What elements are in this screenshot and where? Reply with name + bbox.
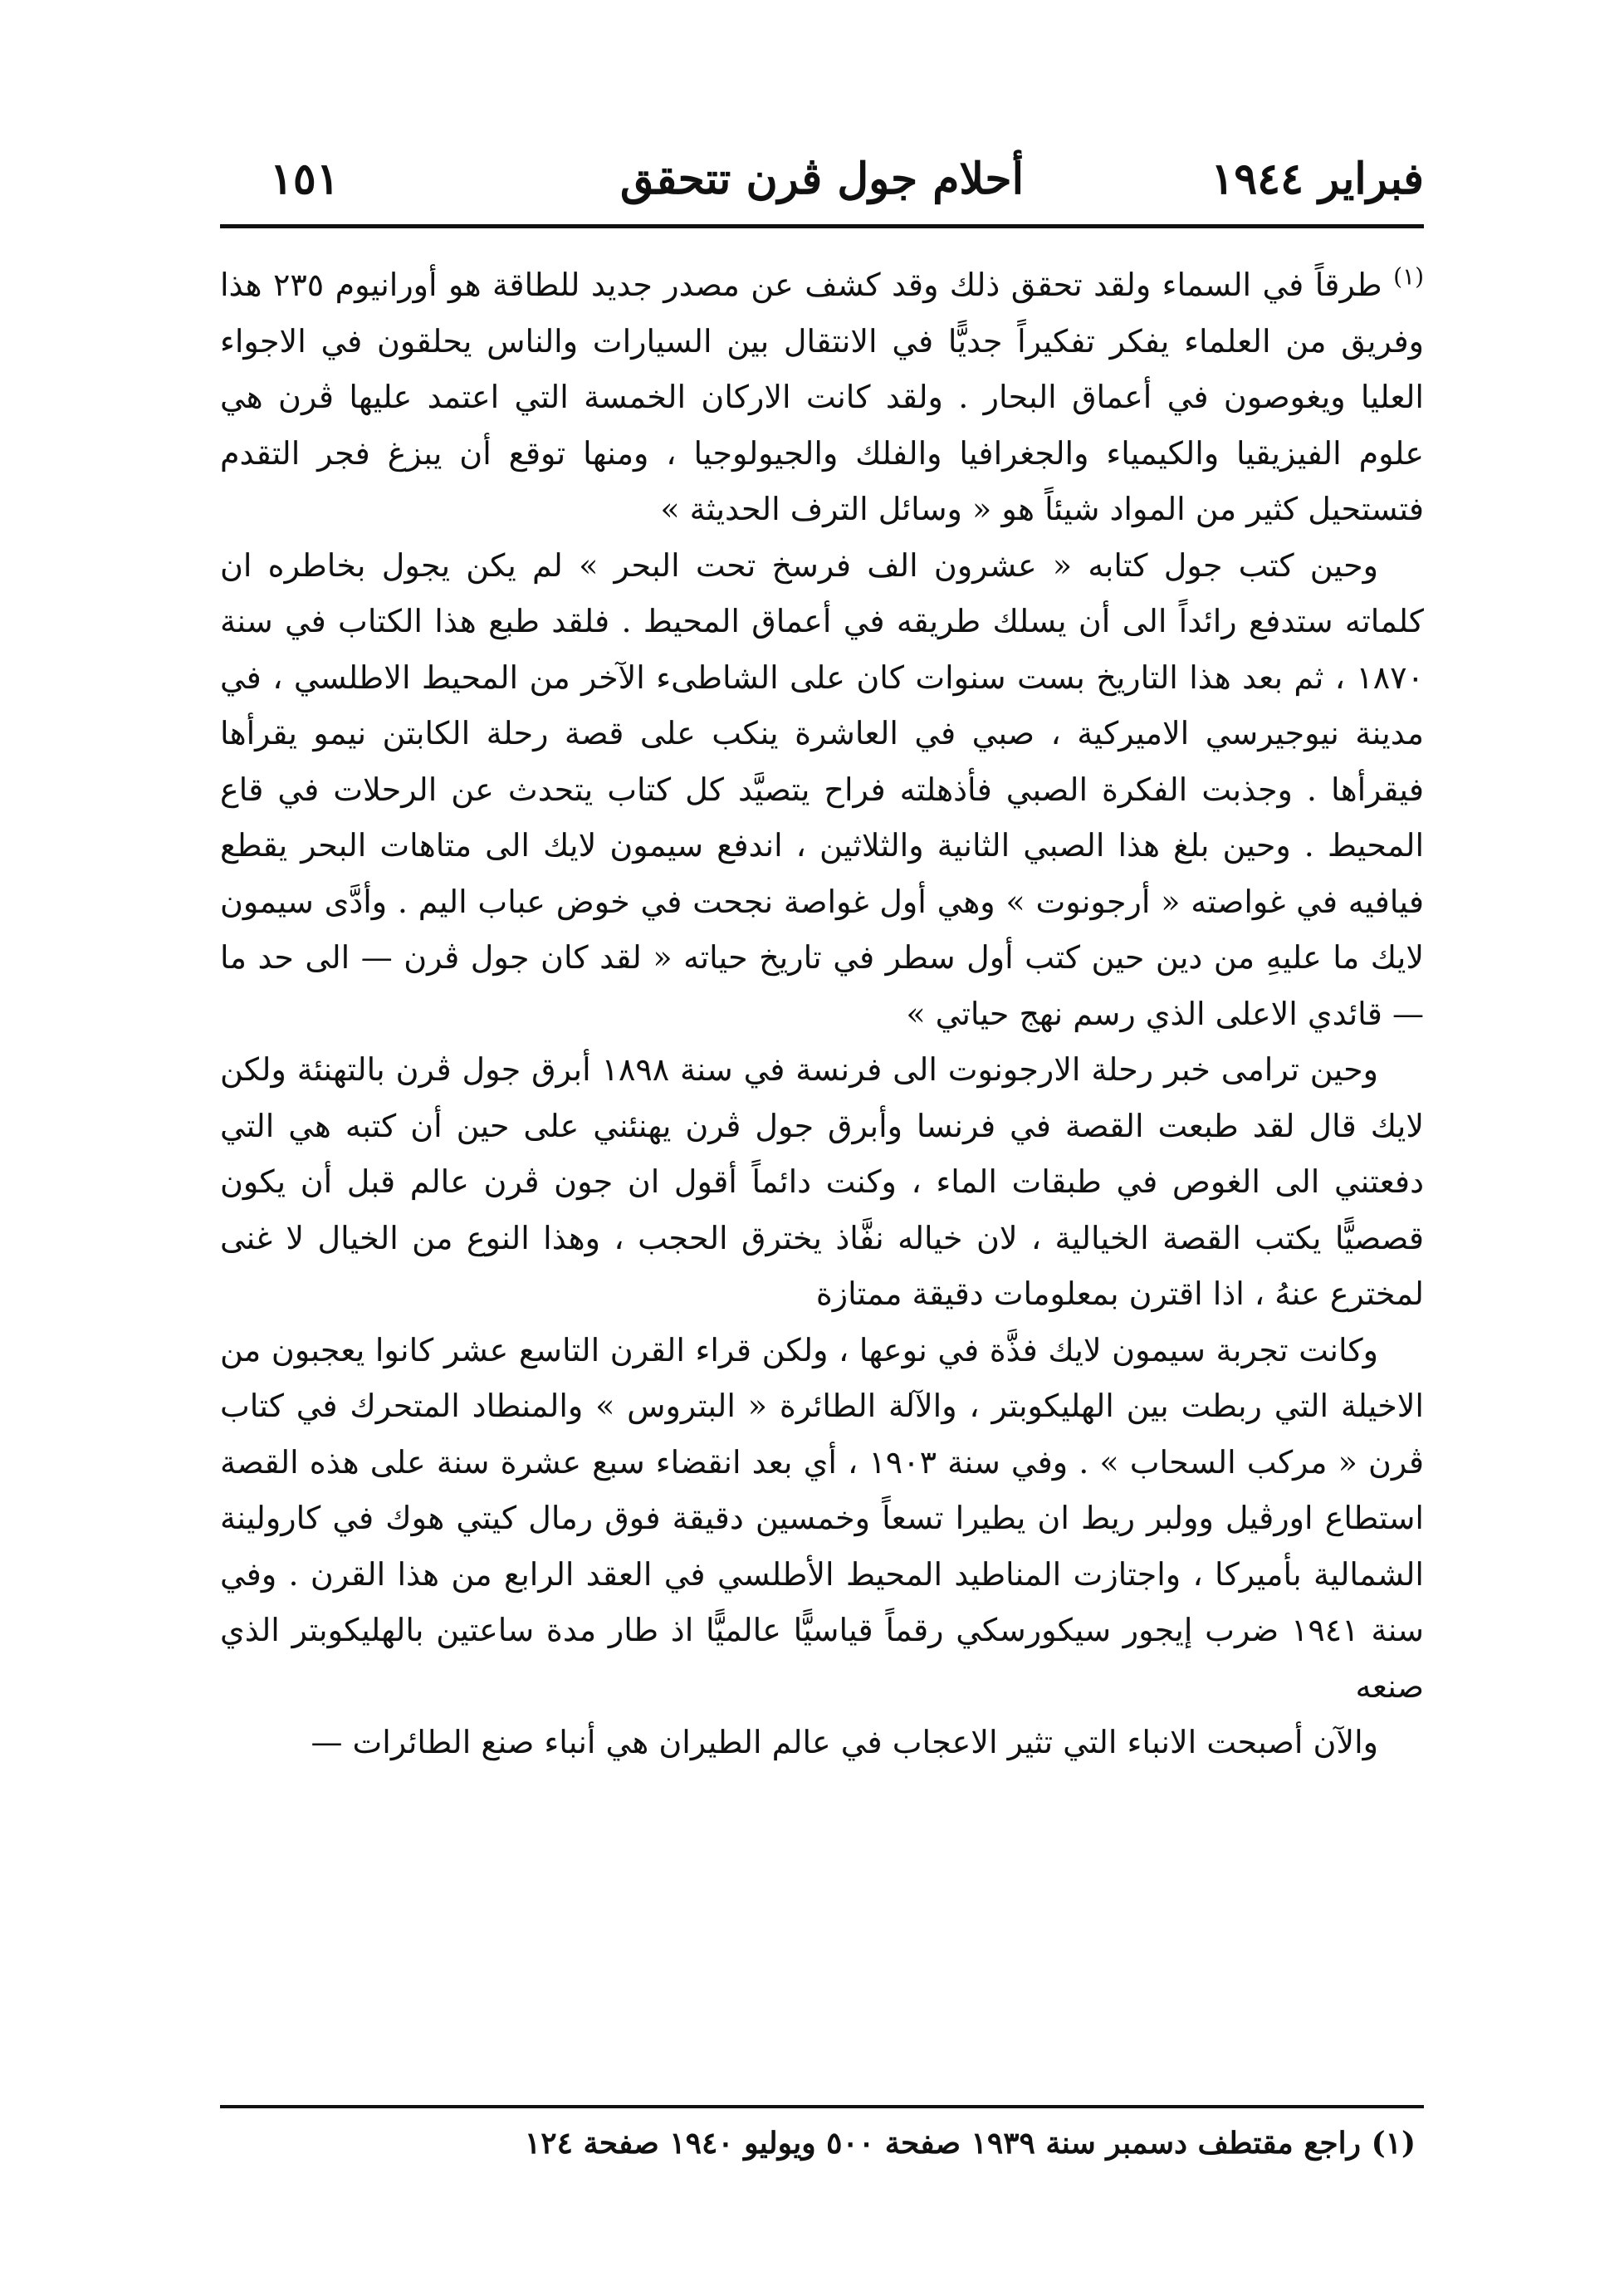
header-title: أحلام جول ڤرن تتحقق	[619, 154, 1025, 204]
page-number: ١٥١	[270, 154, 340, 204]
paragraph-3: وحين ترامى خبر رحلة الارجونوت الى فرنسة في سنة ١٨٩٨ أبرق جول ڤرن بالتهنئة ولكن لايك قال لقد طبعت القصة في فرنسا وأبرق جول ڤرن يهنئني على حين أن كتبه هي التي دفعتني الى الغوص في طبقات الماء ، وكنت دائماً أقول ان جون ڤرن عالم قبل أن يكون قصصيًّا يكتب القصة الخيالية ، لان خياله نفَّاذ يخترق الحجب ، وهذا النوع من الخيال لا غنى لمخترع عنهُ ، اذا اقترن بمعلومات دقيقة ممتازة	[220, 1051, 1424, 1312]
paragraph-text: طرقاً في السماء ولقد تحقق ذلك وقد كشف عن مصدر جديد للطاقة هو أورانيوم ٢٣٥ هذا وفريق من العلماء يفكر تفكيراً جديًّا في الانتقال بين السيارات والناس يحلقون في الاجواء العليا ويغوصون في أعماق البحار . ولقد كانت الاركان الخمسة التي اعتمد عليها ڤرن هي علوم الفيزيقيا والكيمياء والجغرافيا والفلك والجيولوجيا ، ومنها توقع أن يبزغ فجر التقدم فتستحيل كثير من المواد شيئاً هو « وسائل الترف الحديثة »	[220, 267, 1424, 527]
footnote: (١) راجع مقتطف دسمبر سنة ١٩٣٩ صفحة ٥٠٠ ويوليو ١٩٤٠ صفحة ١٢٤	[524, 2126, 1416, 2161]
paragraph-4: وكانت تجربة سيمون لايك فذَّة في نوعها ، ولكن قراء القرن التاسع عشر كانوا يعجبون من الاخيلة التي ربطت بين الهليكوبتر ، والآلة الطائرة « البتروس » والمنطاد المتحرك في كتاب ڤرن « مركب السحاب » . وفي سنة ١٩٠٣ ، أي بعد انقضاء سبع عشرة سنة على هذه القصة استطاع اورڤيل وولبر ريط ان يطيرا تسعاً وخمسين دقيقة فوق رمال كيتي هوك في كارولينة الشمالية بأميركا ، واجتازت المناطيد المحيط الأطلسي في العقد الرابع من هذا القرن . وفي سنة ١٩٤١ ضرب إيجور سيكورسكي رقماً قياسيًّا عالميًّا اذ طار مدة ساعتين بالهليكوبتر الذي صنعه	[220, 1331, 1425, 1705]
header-rule	[220, 224, 1424, 228]
article-body	[220, 257, 1424, 1771]
footnote-rule	[220, 2105, 1424, 2108]
footnote-marker: (١)	[1393, 262, 1424, 291]
paragraph-5: والآن أصبحت الانباء التي تثير الاعجاب في عالم الطيران هي أنباء صنع الطائرات —	[311, 1724, 1378, 1760]
paragraph-2: وحين كتب جول كتابه « عشرون الف فرسخ تحت البحر » لم يكن يجول بخاطره ان كلماته ستدفع رائداً الى أن يسلك طريقه في أعماق المحيط . فلقد طبع هذا الكتاب في سنة ١٨٧٠ ، ثم بعد هذا التاريخ بست سنوات كان على الشاطىء الآخر من المحيط الاطلسي ، في مدينة نيوجيرسي الاميركية ، صبي في العاشرة ينكب على قصة رحلة الكابتن نيمو يقرأها فيقرأها . وجذبت الفكرة الصبي فأذهلته فراح يتصيَّد كل كتاب يتحدث عن الرحلات في قاع المحيط . وحين بلغ هذا الصبي الثانية والثلاثين ، اندفع سيمون لايك الى متاهات البحر يقطع فيافيه في غواصته « أرجونوت » وهي أول غواصة نجحت في خوض عباب اليم . وأدَّى سيمون لايك ما عليهِ من دين حين كتب أول سطر في تاريخ حياته « لقد كان جول ڤرن — الى حد ما — قائدي الاعلى الذي رسم نهج حياتي »	[220, 546, 1424, 1032]
page-header	[220, 133, 1424, 233]
header-date: فبراير ١٩٤٤	[1211, 154, 1424, 204]
paragraph-1	[220, 257, 1424, 538]
book-page	[220, 133, 1424, 2184]
